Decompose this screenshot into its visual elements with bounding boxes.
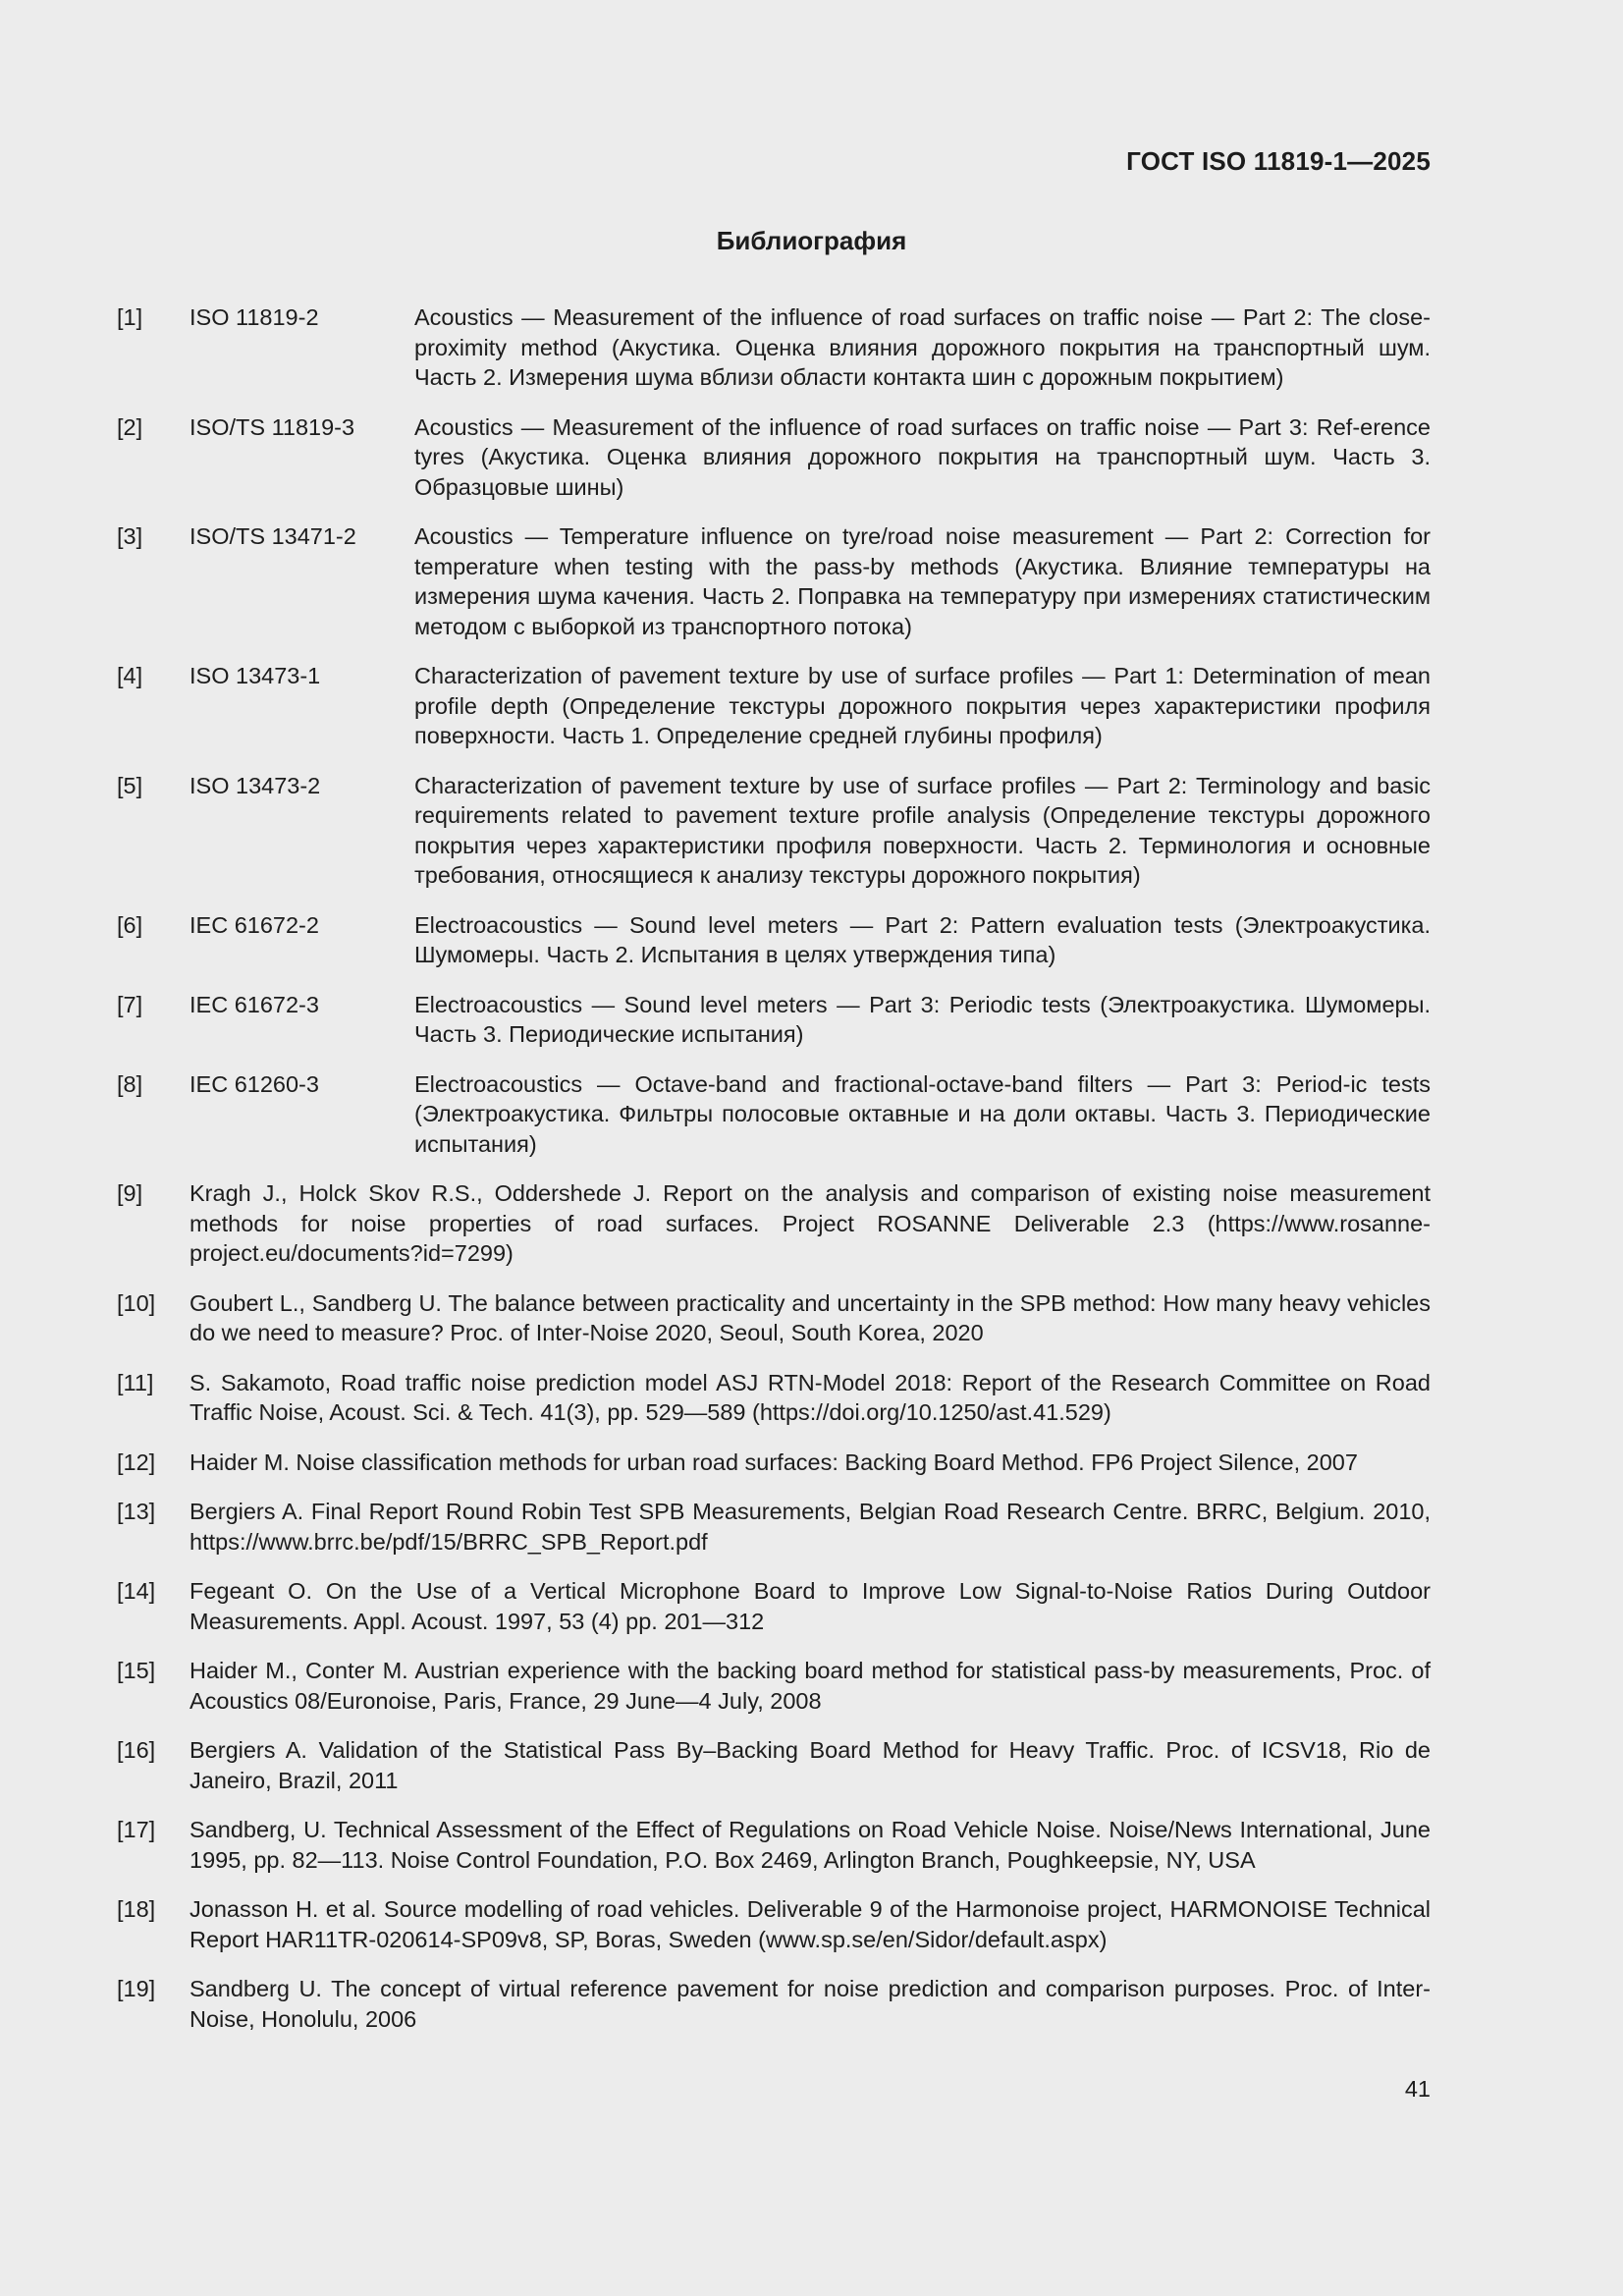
reference-text: Sandberg U. The concept of virtual reference pavement for noise prediction and comparison purposes. Proc. of Inter-Noise, Honolulu, 2006 xyxy=(189,1976,1431,2032)
reference-item xyxy=(117,1448,1431,1478)
reference-item xyxy=(117,661,1431,751)
reference-number: [10] xyxy=(117,1289,156,1316)
section-title: Библиография xyxy=(716,226,907,255)
reference-code: IEC 61260-3 xyxy=(189,1070,319,1097)
reference-text: Electroacoustics — Sound level meters — Part 2: Pattern evaluation tests (Электроакустика. Шумомеры. Часть 2. Испытания в целях утверждения типа) xyxy=(414,911,1431,967)
reference-number: [3] xyxy=(117,523,143,549)
reference-text: Acoustics — Measurement of the influence of road surfaces on traffic noise — Part 2: The close-proximity method (Акустика. Оценка влияния дорожного покрытия на транспортный шум. Часть 2. Измерения шума вблизи области контакта шин с дорожным покрытием) xyxy=(414,304,1431,390)
reference-text: Haider M. Noise classification methods for urban road surfaces: Backing Board Method. FP6 Project Silence, 2007 xyxy=(189,1449,1358,1475)
reference-item xyxy=(117,1815,1431,1875)
reference-number: [13] xyxy=(117,1499,156,1524)
reference-text: S. Sakamoto, Road traffic noise prediction model ASJ RTN-Model 2018: Report of the Research Committee on Road Traffic Noise, Acoust. Sci. & Tech. 41(3), pp. 529—589 (https://doi.org/10.1250/ast.41.529) xyxy=(189,1369,1431,1425)
reference-number: [11] xyxy=(117,1369,154,1395)
reference-text: Fegeant O. On the Use of a Vertical Microphone Board to Improve Low Signal-to-Noise Ratios During Outdoor Measurements. Appl. Acoust. 1997, 53 (4) pp. 201—312 xyxy=(189,1578,1431,1634)
reference-text: Haider M., Conter M. Austrian experience with the backing board method for statistical pass-by measurements, Proc. of Acoustics 08/Euronoise, Paris, France, 29 June—4 July, 2008 xyxy=(189,1658,1431,1714)
reference-code: ISO 11819-2 xyxy=(189,304,319,330)
reference-number: [16] xyxy=(117,1737,156,1763)
reference-item xyxy=(117,910,1431,970)
reference-code: ISO/TS 11819-3 xyxy=(189,413,355,440)
reference-number: [2] xyxy=(117,413,143,440)
reference-item xyxy=(117,1497,1431,1557)
reference-code: ISO 13473-2 xyxy=(189,772,321,798)
reference-code: IEC 61672-2 xyxy=(189,911,319,938)
reference-text: Characterization of pavement texture by use of surface profiles — Part 1: Determination of mean profile depth (Определение текстуры дорожного покрытия через характеристики профиля поверхности. Часть 1. Определение средней глубины профиля) xyxy=(414,663,1431,748)
reference-item xyxy=(117,1656,1431,1716)
reference-item xyxy=(117,302,1431,393)
reference-text: Characterization of pavement texture by use of surface profiles — Part 2: Terminology and basic requirements related to pavement texture profile analysis (Определение текстуры дорожного покрытия через характеристики профиля поверхности. Часть 2. Терминология и основные требования, относящиеся к анализу текстуры дорожного покрытия) xyxy=(414,772,1431,888)
reference-text: Jonasson H. et al. Source modelling of road vehicles. Deliverable 9 of the Harmonoise project, HARMONOISE Technical Report HAR11TR-020614-SP09v8, SP, Boras, Sweden (www.sp.se/en/Sidor/default.aspx) xyxy=(189,1896,1431,1952)
reference-item xyxy=(117,1368,1431,1428)
reference-number: [14] xyxy=(117,1578,156,1604)
reference-item xyxy=(117,1576,1431,1636)
reference-text: Goubert L., Sandberg U. The balance between practicality and uncertainty in the SPB method: How many heavy vehicles do we need to measure? Proc. of Inter-Noise 2020, Seoul, South Korea, 2020 xyxy=(189,1289,1431,1345)
reference-item xyxy=(117,1974,1431,2034)
document-code-header: ГОСТ ISO 11819-1—2025 xyxy=(1126,146,1431,176)
reference-number: [17] xyxy=(117,1817,156,1842)
reference-item xyxy=(117,521,1431,641)
reference-item xyxy=(117,1178,1431,1269)
reference-text: Bergiers A. Final Report Round Robin Test SPB Measurements, Belgian Road Research Centre. BRRC, Belgium. 2010, https://www.brrc.be/pdf/15/BRRC_SPB_Report.pdf xyxy=(189,1499,1431,1555)
reference-item xyxy=(117,990,1431,1050)
reference-text: Kragh J., Holck Skov R.S., Oddershede J. Report on the analysis and comparison of existing noise measurement methods for noise properties of road surfaces. Project ROSANNE Deliverable 2.3 (https://www.rosanne-project.eu/documents?id=7299) xyxy=(189,1180,1431,1266)
reference-text: Acoustics — Measurement of the influence of road surfaces on traffic noise — Part 3: Ref-erence tyres (Акустика. Оценка влияния дорожного покрытия на транспортный шум. Часть 3. Образцовые шины) xyxy=(414,413,1431,500)
reference-number: [1] xyxy=(117,304,143,330)
reference-text: Acoustics — Temperature influence on tyre/road noise measurement — Part 2: Correction for temperature when testing with the pass-by methods (Акустика. Влияние температуры на измерения шума качения. Часть 2. Поправка на температуру при измерениях статистическим методом с выборкой из транспортного потока) xyxy=(414,523,1431,639)
reference-item xyxy=(117,1288,1431,1348)
reference-number: [18] xyxy=(117,1896,156,1922)
bibliography-list xyxy=(117,302,1431,2053)
reference-code: ISO 13473-1 xyxy=(189,663,321,688)
reference-number: [15] xyxy=(117,1658,156,1683)
reference-number: [5] xyxy=(117,772,143,798)
reference-text: Sandberg, U. Technical Assessment of the Effect of Regulations on Road Vehicle Noise. Noise/News International, June 1995, pp. 82—113. Noise Control Foundation, P.O. Box 2469, Arlington Branch, Poughkeepsie, NY, USA xyxy=(189,1817,1431,1873)
reference-number: [9] xyxy=(117,1180,143,1206)
reference-item xyxy=(117,1894,1431,1954)
reference-number: [19] xyxy=(117,1976,156,2001)
reference-number: [4] xyxy=(117,663,143,688)
reference-text: Electroacoustics — Octave-band and fractional-octave-band filters — Part 3: Period-ic tests (Электроакустика. Фильтры полосовые октавные и на доли октавы. Часть 3. Периодические испытания) xyxy=(414,1070,1431,1157)
reference-item xyxy=(117,412,1431,503)
page-number: 41 xyxy=(1404,2076,1431,2102)
reference-number: [6] xyxy=(117,911,143,938)
reference-code: ISO/TS 13471-2 xyxy=(189,523,356,549)
reference-item xyxy=(117,1069,1431,1160)
reference-text: Bergiers A. Validation of the Statistical Pass By–Backing Board Method for Heavy Traffic. Proc. of ICSV18, Rio de Janeiro, Brazil, 2011 xyxy=(189,1737,1431,1793)
reference-item xyxy=(117,1735,1431,1795)
reference-code: IEC 61672-3 xyxy=(189,991,319,1017)
reference-number: [7] xyxy=(117,991,143,1017)
reference-text: Electroacoustics — Sound level meters — Part 3: Periodic tests (Электроакустика. Шумомеры. Часть 3. Периодические испытания) xyxy=(414,991,1431,1047)
reference-item xyxy=(117,771,1431,891)
reference-number: [8] xyxy=(117,1070,143,1097)
reference-number: [12] xyxy=(117,1449,156,1475)
